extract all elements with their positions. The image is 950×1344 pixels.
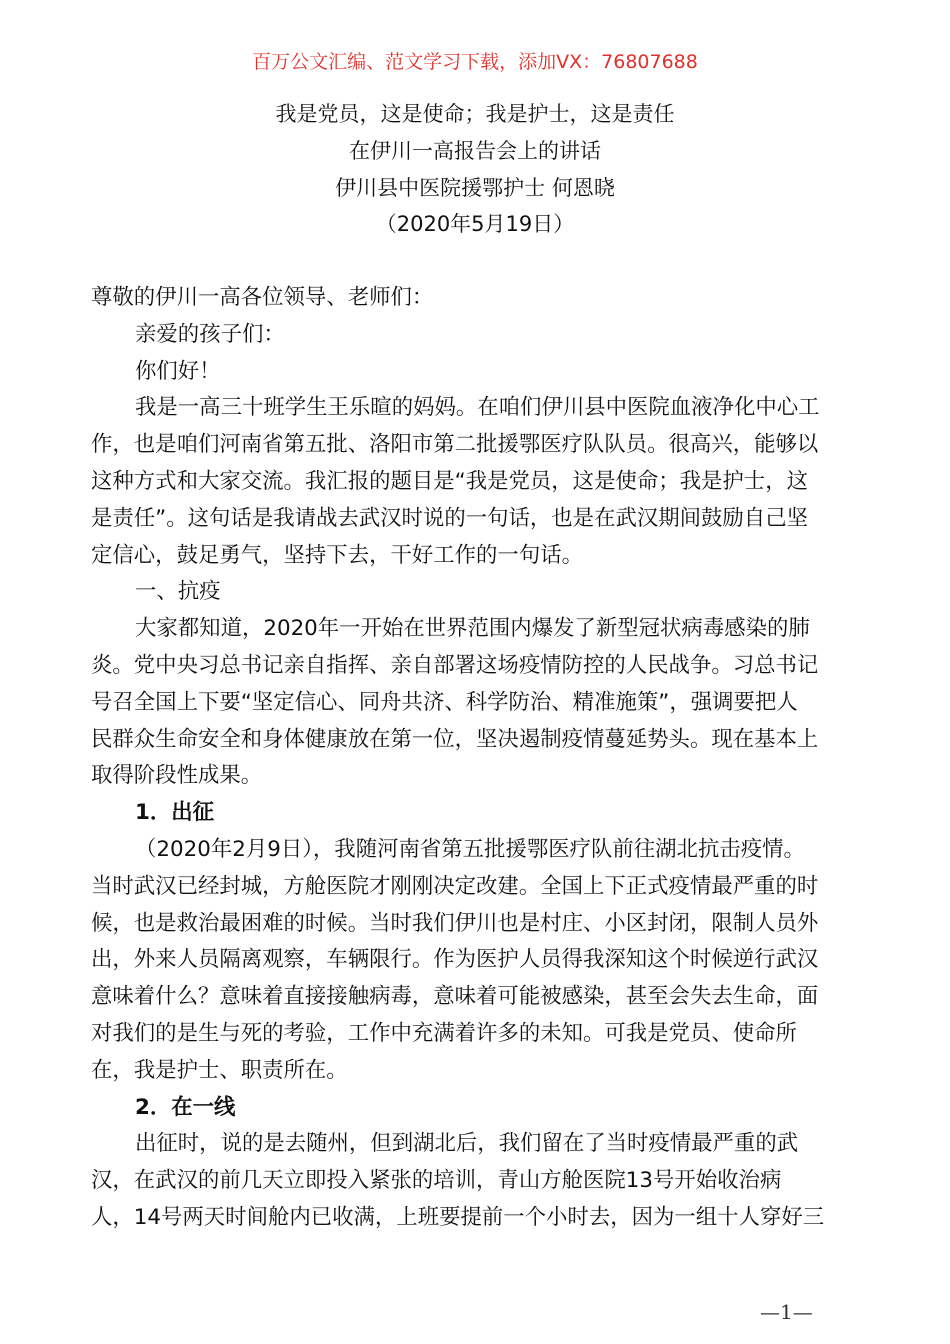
text-line: 作，也是咱们河南省第五批、洛阳市第二批援鄂医疗队队员。很高兴，能够以: [91, 432, 819, 458]
watermark-banner: 百万公文汇编、范文学习下载，添加VX：76807688: [252, 51, 698, 73]
text-line: 民群众生命安全和身体健康放在第一位，坚决遏制疫情蔓延势头。现在基本上: [91, 726, 819, 752]
text-line: 号召全国上下要“坚定信心、同舟共济、科学防治、精准施策”，强调要把人: [91, 689, 798, 715]
text-line: 一、抗疫: [135, 579, 221, 605]
title-author: 伊川县中医院援鄂护士 何恩晓: [335, 175, 615, 200]
text-line: 你们好！: [135, 358, 221, 384]
section-heading: 2．在一线: [135, 1094, 236, 1120]
text-line: 尊敬的伊川一高各位领导、老师们：: [91, 285, 434, 310]
text-line: 出，外来人员隔离观察，车辆限行。作为医护人员得我深知这个时候逆行武汉: [91, 947, 819, 973]
text-line: 定信心，鼓足勇气，坚持下去，干好工作的一句话。: [91, 542, 583, 568]
title-date: （2020年5月19日）: [375, 212, 575, 237]
document-title-block: [0, 96, 950, 243]
section-heading: 1．出征: [135, 800, 215, 826]
text-line: 取得阶段性成果。: [91, 763, 263, 789]
text-line: 炎。党中央习总书记亲自指挥、亲自部署这场疫情防控的人民战争。习总书记: [91, 652, 819, 678]
text-line: 在，我是护士、职责所在。: [91, 1057, 348, 1083]
text-line: 意味着什么？意味着直接接触病毒，意味着可能被感染，甚至会失去生命，面: [91, 984, 819, 1010]
document-body: [91, 280, 871, 1237]
text-line: 人，14号两天时间舱内已收满，上班要提前一个小时去，因为一组十人穿好三: [91, 1204, 825, 1230]
text-line: 对我们的是生与死的考验，工作中充满着许多的未知。可我是党员、使命所: [91, 1020, 797, 1046]
text-line: 大家都知道，2020年一开始在世界范围内爆发了新型冠状病毒感染的肺: [135, 616, 810, 642]
text-line: 是责任”。这句话是我请战去武汉时说的一句话，也是在武汉期间鼓励自己坚: [91, 505, 808, 531]
text-line: 这种方式和大家交流。我汇报的题目是“我是党员，这是使命；我是护士，这: [91, 468, 808, 494]
text-line: 我是一高三十班学生王乐暄的妈妈。在咱们伊川县中医院血液净化中心工: [135, 395, 820, 421]
title-subtitle: 在伊川一高报告会上的讲话: [349, 138, 601, 163]
text-line: 亲爱的孩子们：: [135, 321, 285, 347]
page-number: —1—: [760, 1300, 813, 1324]
text-line: 出征时，说的是去随州，但到湖北后，我们留在了当时疫情最严重的武: [135, 1131, 799, 1157]
text-line: （2020年2月9日），我随河南省第五批援鄂医疗队前往湖北抗击疫情。: [135, 836, 805, 862]
text-line: 候，也是救治最困难的时候。当时我们伊川也是村庄、小区封闭，限制人员外: [91, 910, 819, 936]
text-line: 汉，在武汉的前几天立即投入紧张的培训，青山方舱医院13号开始收治病: [91, 1168, 782, 1194]
title-main: 我是党员，这是使命；我是护士，这是责任: [275, 102, 675, 126]
text-line: 当时武汉已经封城，方舱医院才刚刚决定改建。全国上下正式疫情最严重的时: [91, 873, 819, 899]
